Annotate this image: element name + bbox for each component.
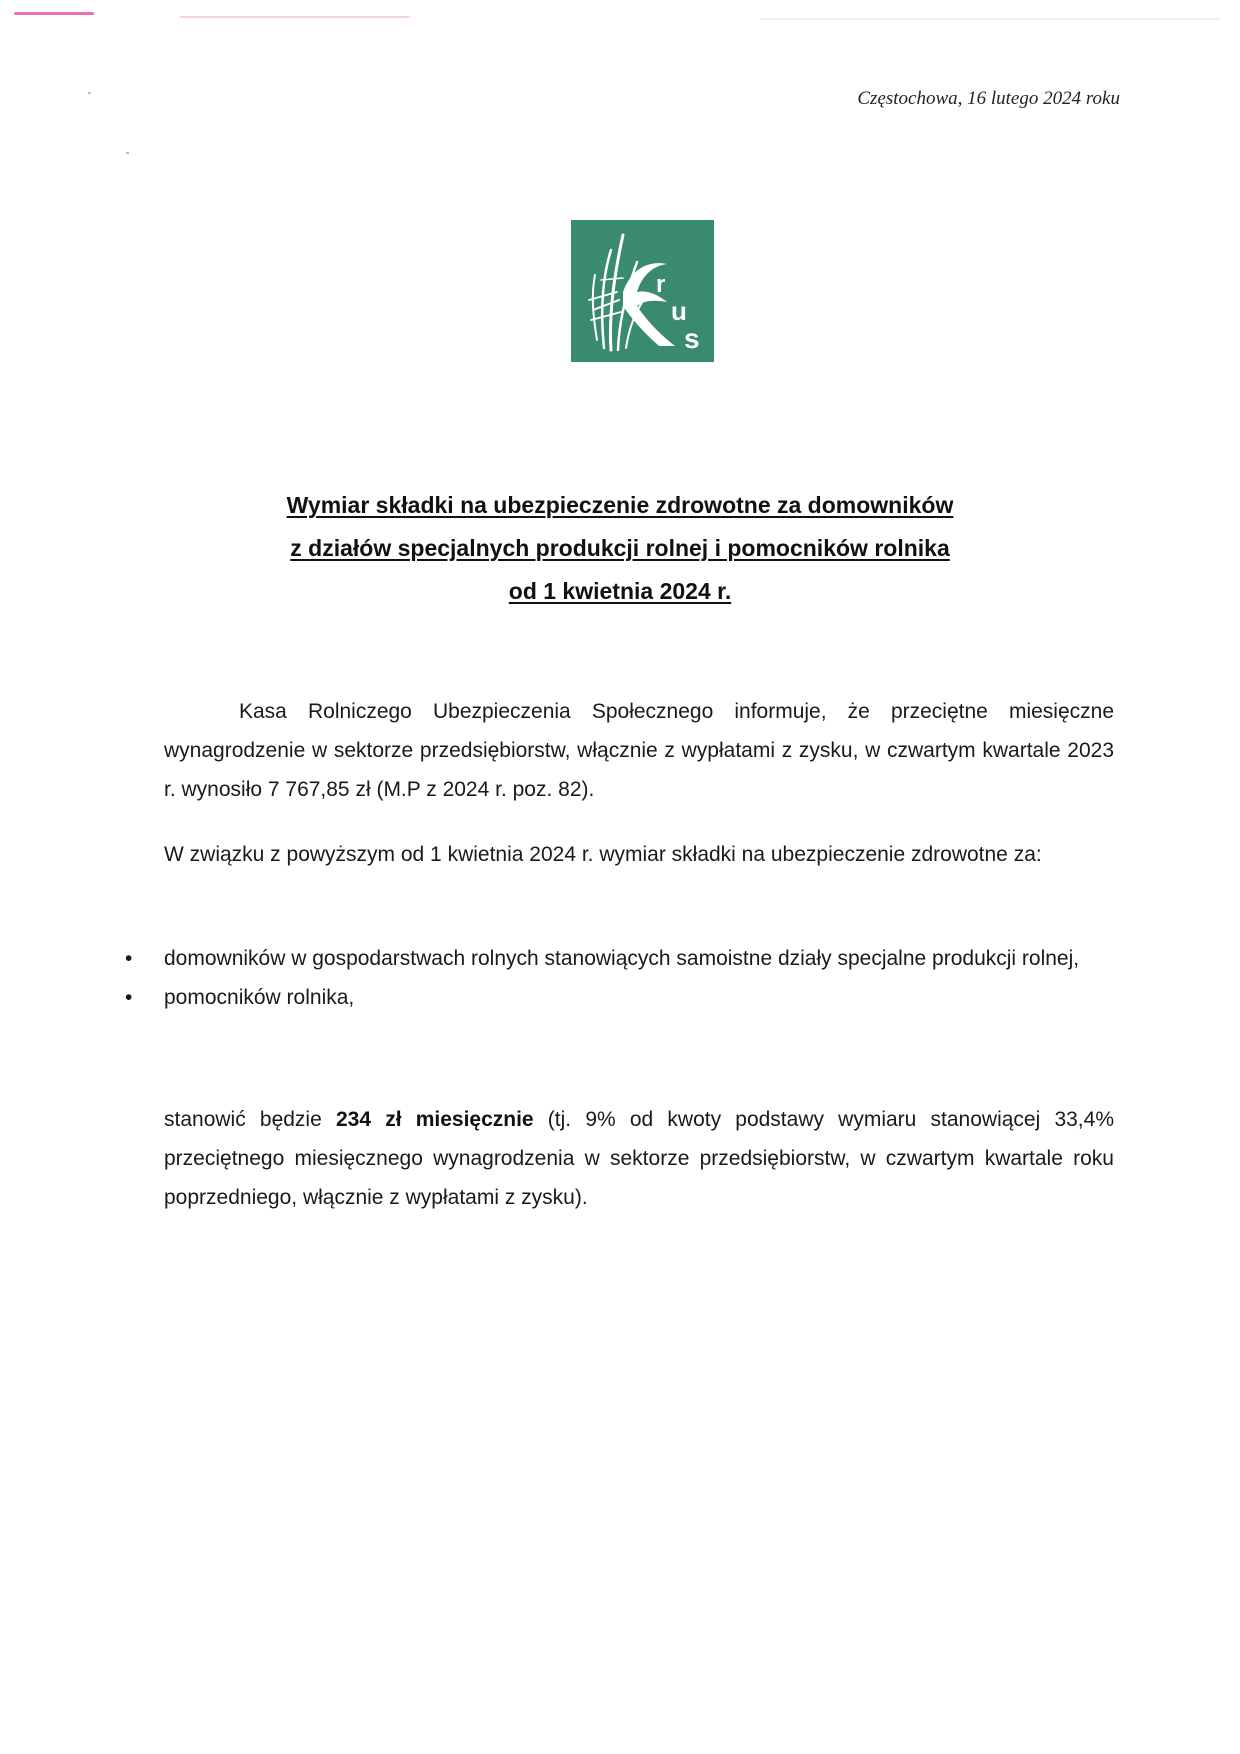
- bullet-icon: •: [125, 947, 133, 970]
- amount-explanation: (tj. 9% od kwoty podstawy wymiaru stanowiącej 33,4% przeciętnego miesięcznego wynagrodzenia w sektorze przedsiębiorstw, w czwartym kwartale roku poprzedniego, włącznie z wypłatami z zysku).: [164, 1108, 1114, 1209]
- scan-artifact: [180, 16, 410, 18]
- paragraph-amount: [164, 1100, 1114, 1217]
- amount-value: 234 zł miesięcznie: [335, 1108, 534, 1131]
- insured-groups-list: [0, 939, 1240, 1017]
- list-item: [0, 978, 1114, 1017]
- title-line-3: od 1 kwietnia 2024 r.: [508, 578, 732, 604]
- title-line-2: z działów specjalnych produkcji rolnej i pomocników rolnika: [290, 535, 950, 561]
- date-line: Częstochowa, 16 lutego 2024 roku: [857, 88, 1120, 109]
- scan-speck: [126, 152, 129, 154]
- krus-logo-graphic: [571, 220, 714, 362]
- scan-speck: [88, 92, 91, 94]
- scan-artifact: [14, 12, 94, 15]
- title-line-1: Wymiar składki na ubezpieczenie zdrowotne za domowników: [286, 492, 954, 518]
- logo-r-letter: r: [656, 271, 666, 298]
- paragraph-announcement: Kasa Rolniczego Ubezpieczenia Społecznego informuje, że przeciętne miesięczne wynagrodzenie w sektorze przedsiębiorstw, włącznie z wypłatami z zysku, w czwartym kwartale 2023 r. wynosiło 7 767,85 zł (M.P z 2024 r. poz. 82).: [164, 700, 1114, 801]
- paragraph-intro: W związku z powyższym od 1 kwietnia 2024 r. wymiar składki na ubezpieczenie zdrowotne za:: [164, 843, 1042, 866]
- logo-u-letter: u: [671, 296, 687, 326]
- logo-s-letter: s: [684, 323, 700, 354]
- amount-lead-text: stanowić będzie: [164, 1108, 336, 1131]
- bullet-icon: •: [125, 986, 133, 1009]
- list-item-text: domowników w gospodarstwach rolnych stanowiących samoistne działy specjalne produkcji rolnej,: [164, 947, 1080, 970]
- list-item-text: pomocników rolnika,: [164, 986, 355, 1009]
- list-item: [0, 939, 1114, 978]
- krus-logo: [571, 220, 714, 362]
- document-title: [180, 484, 1060, 613]
- scan-artifact: [760, 18, 1220, 20]
